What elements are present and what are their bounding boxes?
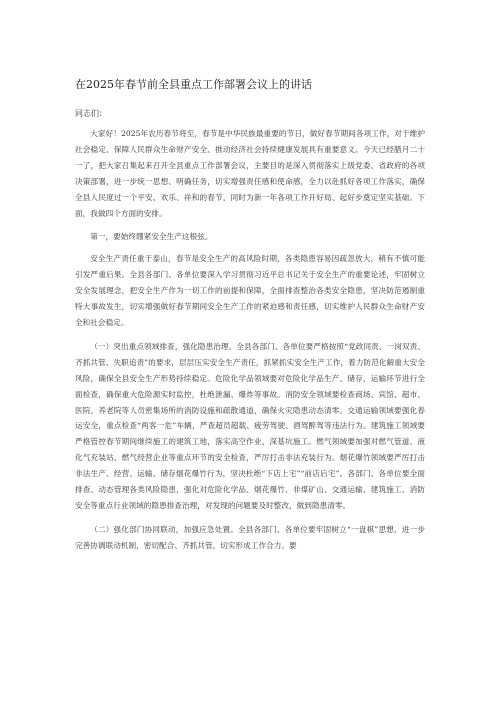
paragraph-key-areas: （一）突出重点领域排查，强化隐患治理。全县各部门、各单位要严格按照“党政同责、一岗双责、齐抓共管、失职追责”的要求，层层压实安全生产责任，抓紧抓实安全生产工作，着力防范化解重大安全风险，确保全县安全生产形势持续稳定。危险化学品领域要对危险化学品生产、储存、运输环节进行全面检查，确保重大危险源实时监控，杜绝泄漏、爆炸等事故。消防安全领域要检查商场、宾馆、超市、医院、养老院等人员密集场所的消防设施和疏散通道，确保火灾隐患动态清零。交通运输领域要强化春运安全，重点检查“两客一危”车辆，严查超员超载、疲劳驾驶、酒驾醉驾等违法行为。建筑施工领域要严格管控春节期间继续施工的建筑工地，落实高空作业、深基坑施工。燃气领域要加强对燃气管道、液化气充装站、燃气经营企业等重点环节的安全检查，严厉打击非法充装行为。烟花爆竹领域要严厉打击非法生产、经营、运输、储存烟花爆竹行为，坚决杜绝“下店上宅”“前店后宅”。各部门、各单位要全面排查、动态管理各类风险隐患，强化对危险化学品、烟花爆竹、非煤矿山、交通运输、建筑施工、消防安全等重点行业领域的隐患排查治理，对发现的问题要及时整改，做到隐患清零。	[75, 341, 425, 510]
salutation: 同志们：	[75, 109, 107, 118]
document-title: 在2025年春节前全县重点工作部署会议上的讲话	[75, 78, 312, 91]
document-body	[75, 126, 425, 562]
section-heading-first: 第一，要始终绷紧安全生产这根弦。	[90, 232, 213, 242]
paragraph-coordination: （二）强化部门协同联动，加强应急处置。全县各部门、各单位要牢固树立“一盘棋”思想，进一步完善协调联动机制，密切配合、齐抓共管，切实形成工作合力。要	[75, 524, 425, 550]
paragraph-opening: 大家好！2025年农历春节将至，春节是中华民族最重要的节日，做好春节期间各项工作，对于维护社会稳定、保障人民群众生命财产安全、推动经济社会持续健康发展具有重要意义。今天已经腊月二十一了，把大家召集起来召开全县重点工作部署会议，主要目的是深入贯彻落实上级党委、省政府的各项决策部署，进一步统一思想、明确任务，切实增强责任感和使命感，全力以赴抓好各项工作落实，确保全县人民度过一个平安、欢乐、祥和的春节，同时为新一年各项工作开好局、起好步奠定坚实基础。下面，我做四个方面的安排。	[75, 129, 425, 218]
paragraph-safety-responsibility: 安全生产责任重于泰山，春节是安全生产的高风险时期，各类隐患容易因疏忽放大，稍有不慎可能引发严重后果。全县各部门、各单位要深入学习贯彻习近平总书记关于安全生产的重要论述，牢固树立安全发展理念，把安全生产作为一切工作的前提和保障，全面排查整治各类安全隐患，坚决防范遏制重特大事故发生，切实增强做好春节期间安全生产工作的紧迫感和责任感，切实维护人民群众生命财产安全和社会稳定。	[75, 254, 425, 327]
